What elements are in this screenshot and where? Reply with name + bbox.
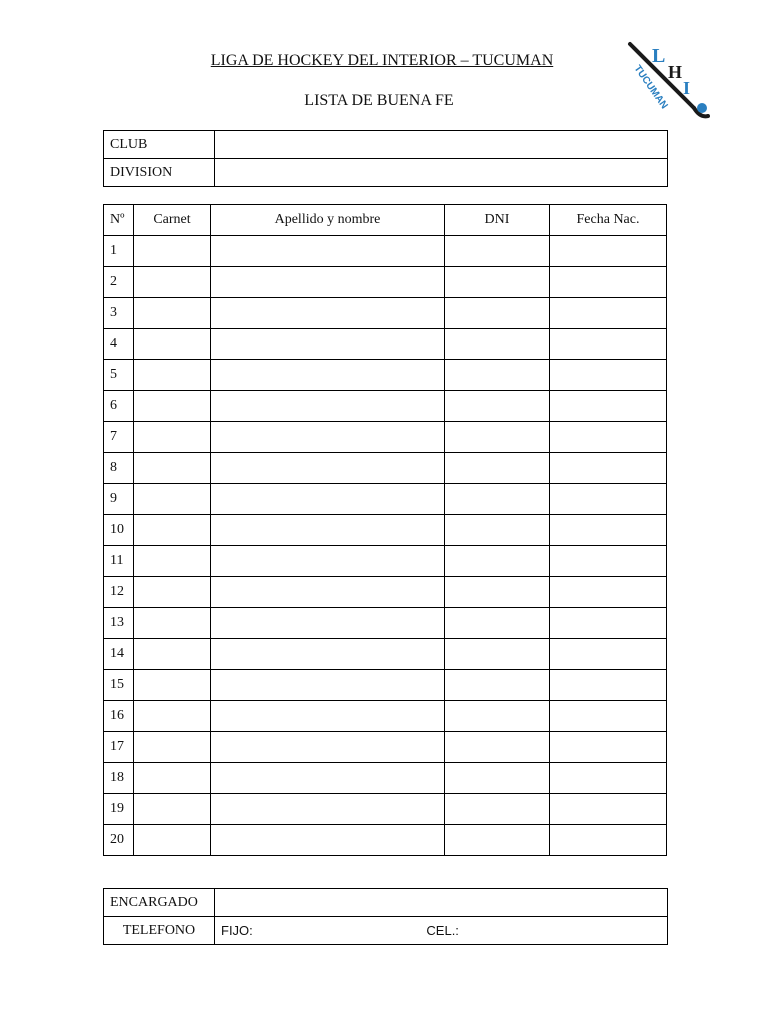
birthdate-cell[interactable] bbox=[550, 453, 667, 484]
col-header-dni: DNI bbox=[445, 205, 550, 236]
dni-cell[interactable] bbox=[445, 360, 550, 391]
birthdate-cell[interactable] bbox=[550, 484, 667, 515]
player-row bbox=[104, 484, 667, 515]
encargado-row bbox=[104, 889, 668, 917]
dni-cell[interactable] bbox=[445, 608, 550, 639]
carnet-cell[interactable] bbox=[134, 360, 211, 391]
carnet-cell[interactable] bbox=[134, 267, 211, 298]
dni-cell[interactable] bbox=[445, 825, 550, 856]
name-cell[interactable] bbox=[211, 298, 445, 329]
dni-cell[interactable] bbox=[445, 515, 550, 546]
row-number: 17 bbox=[104, 732, 134, 763]
birthdate-cell[interactable] bbox=[550, 391, 667, 422]
dni-cell[interactable] bbox=[445, 732, 550, 763]
col-header-carnet: Carnet bbox=[134, 205, 211, 236]
birthdate-cell[interactable] bbox=[550, 608, 667, 639]
player-row bbox=[104, 360, 667, 391]
dni-cell[interactable] bbox=[445, 670, 550, 701]
player-row bbox=[104, 701, 667, 732]
name-cell[interactable] bbox=[211, 422, 445, 453]
player-row bbox=[104, 422, 667, 453]
name-cell[interactable] bbox=[211, 391, 445, 422]
player-row bbox=[104, 298, 667, 329]
carnet-cell[interactable] bbox=[134, 794, 211, 825]
carnet-cell[interactable] bbox=[134, 825, 211, 856]
row-number: 4 bbox=[104, 329, 134, 360]
dni-cell[interactable] bbox=[445, 298, 550, 329]
row-number: 10 bbox=[104, 515, 134, 546]
dni-cell[interactable] bbox=[445, 639, 550, 670]
birthdate-cell[interactable] bbox=[550, 546, 667, 577]
carnet-cell[interactable] bbox=[134, 732, 211, 763]
birthdate-cell[interactable] bbox=[550, 422, 667, 453]
birthdate-cell[interactable] bbox=[550, 701, 667, 732]
birthdate-cell[interactable] bbox=[550, 763, 667, 794]
player-row bbox=[104, 546, 667, 577]
name-cell[interactable] bbox=[211, 236, 445, 267]
player-row bbox=[104, 236, 667, 267]
row-number: 1 bbox=[104, 236, 134, 267]
player-row bbox=[104, 608, 667, 639]
dni-cell[interactable] bbox=[445, 577, 550, 608]
row-number: 11 bbox=[104, 546, 134, 577]
players-header-row bbox=[104, 205, 667, 236]
logo-letter-i: I bbox=[683, 78, 691, 98]
row-number: 12 bbox=[104, 577, 134, 608]
encargado-label: ENCARGADO bbox=[104, 889, 215, 917]
col-header-number: Nº bbox=[104, 205, 134, 236]
dni-cell[interactable] bbox=[445, 484, 550, 515]
name-cell[interactable] bbox=[211, 546, 445, 577]
division-field[interactable] bbox=[215, 159, 668, 187]
carnet-cell[interactable] bbox=[134, 608, 211, 639]
name-cell[interactable] bbox=[211, 608, 445, 639]
carnet-cell[interactable] bbox=[134, 639, 211, 670]
player-row bbox=[104, 794, 667, 825]
birthdate-cell[interactable] bbox=[550, 825, 667, 856]
birthdate-cell[interactable] bbox=[550, 515, 667, 546]
row-number: 19 bbox=[104, 794, 134, 825]
name-cell[interactable] bbox=[211, 639, 445, 670]
name-cell[interactable] bbox=[211, 515, 445, 546]
player-row bbox=[104, 670, 667, 701]
name-cell[interactable] bbox=[211, 577, 445, 608]
carnet-cell[interactable] bbox=[134, 701, 211, 732]
player-row bbox=[104, 732, 667, 763]
carnet-cell[interactable] bbox=[134, 484, 211, 515]
row-number: 16 bbox=[104, 701, 134, 732]
carnet-cell[interactable] bbox=[134, 236, 211, 267]
club-info-table bbox=[103, 130, 668, 187]
dni-cell[interactable] bbox=[445, 701, 550, 732]
name-cell[interactable] bbox=[211, 484, 445, 515]
name-cell[interactable] bbox=[211, 763, 445, 794]
player-row bbox=[104, 329, 667, 360]
telefono-label: TELEFONO bbox=[104, 917, 215, 945]
contact-table bbox=[103, 888, 668, 945]
carnet-cell[interactable] bbox=[134, 670, 211, 701]
row-number: 14 bbox=[104, 639, 134, 670]
row-number: 13 bbox=[104, 608, 134, 639]
player-row bbox=[104, 391, 667, 422]
carnet-cell[interactable] bbox=[134, 391, 211, 422]
division-label: DIVISION bbox=[104, 159, 215, 187]
dni-cell[interactable] bbox=[445, 236, 550, 267]
birthdate-cell[interactable] bbox=[550, 794, 667, 825]
row-number: 5 bbox=[104, 360, 134, 391]
division-row bbox=[104, 159, 668, 187]
birthdate-cell[interactable] bbox=[550, 732, 667, 763]
carnet-cell[interactable] bbox=[134, 546, 211, 577]
player-row bbox=[104, 577, 667, 608]
col-header-name: Apellido y nombre bbox=[211, 205, 445, 236]
name-cell[interactable] bbox=[211, 794, 445, 825]
birthdate-cell[interactable] bbox=[550, 267, 667, 298]
player-row bbox=[104, 639, 667, 670]
fijo-label: FIJO: bbox=[221, 923, 253, 938]
name-cell[interactable] bbox=[211, 329, 445, 360]
logo-text: TUCUMAN bbox=[631, 63, 670, 112]
telefono-row bbox=[104, 917, 668, 945]
club-label: CLUB bbox=[104, 131, 215, 159]
carnet-cell[interactable] bbox=[134, 453, 211, 484]
dni-cell[interactable] bbox=[445, 422, 550, 453]
carnet-cell[interactable] bbox=[134, 298, 211, 329]
player-row bbox=[104, 267, 667, 298]
player-row bbox=[104, 453, 667, 484]
birthdate-cell[interactable] bbox=[550, 360, 667, 391]
name-cell[interactable] bbox=[211, 825, 445, 856]
carnet-cell[interactable] bbox=[134, 329, 211, 360]
row-number: 8 bbox=[104, 453, 134, 484]
players-table bbox=[103, 204, 667, 856]
name-cell[interactable] bbox=[211, 360, 445, 391]
club-row bbox=[104, 131, 668, 159]
row-number: 2 bbox=[104, 267, 134, 298]
col-header-birthdate: Fecha Nac. bbox=[550, 205, 667, 236]
row-number: 7 bbox=[104, 422, 134, 453]
name-cell[interactable] bbox=[211, 453, 445, 484]
row-number: 20 bbox=[104, 825, 134, 856]
carnet-cell[interactable] bbox=[134, 763, 211, 794]
birthdate-cell[interactable] bbox=[550, 236, 667, 267]
dni-cell[interactable] bbox=[445, 329, 550, 360]
document-subtitle: LISTA DE BUENA FE bbox=[304, 92, 454, 109]
birthdate-cell[interactable] bbox=[550, 329, 667, 360]
encargado-field[interactable] bbox=[215, 889, 668, 917]
birthdate-cell[interactable] bbox=[550, 298, 667, 329]
player-row bbox=[104, 515, 667, 546]
dni-cell[interactable] bbox=[445, 391, 550, 422]
name-cell[interactable] bbox=[211, 670, 445, 701]
player-row bbox=[104, 763, 667, 794]
dni-cell[interactable] bbox=[445, 546, 550, 577]
dni-cell[interactable] bbox=[445, 453, 550, 484]
name-cell[interactable] bbox=[211, 267, 445, 298]
player-row bbox=[104, 825, 667, 856]
birthdate-cell[interactable] bbox=[550, 670, 667, 701]
dni-cell[interactable] bbox=[445, 794, 550, 825]
logo-letter-h: H bbox=[668, 62, 683, 82]
dni-cell[interactable] bbox=[445, 763, 550, 794]
row-number: 18 bbox=[104, 763, 134, 794]
row-number: 15 bbox=[104, 670, 134, 701]
carnet-cell[interactable] bbox=[134, 422, 211, 453]
birthdate-cell[interactable] bbox=[550, 577, 667, 608]
name-cell[interactable] bbox=[211, 732, 445, 763]
carnet-cell[interactable] bbox=[134, 515, 211, 546]
name-cell[interactable] bbox=[211, 701, 445, 732]
birthdate-cell[interactable] bbox=[550, 639, 667, 670]
club-field[interactable] bbox=[215, 131, 668, 159]
dni-cell[interactable] bbox=[445, 267, 550, 298]
row-number: 6 bbox=[104, 391, 134, 422]
row-number: 9 bbox=[104, 484, 134, 515]
logo-letter-l: L bbox=[652, 45, 666, 67]
cel-label: CEL.: bbox=[426, 923, 459, 938]
league-logo bbox=[620, 38, 716, 128]
telefono-field[interactable] bbox=[215, 917, 668, 945]
row-number: 3 bbox=[104, 298, 134, 329]
document-title: LIGA DE HOCKEY DEL INTERIOR – TUCUMAN bbox=[210, 52, 554, 69]
carnet-cell[interactable] bbox=[134, 577, 211, 608]
